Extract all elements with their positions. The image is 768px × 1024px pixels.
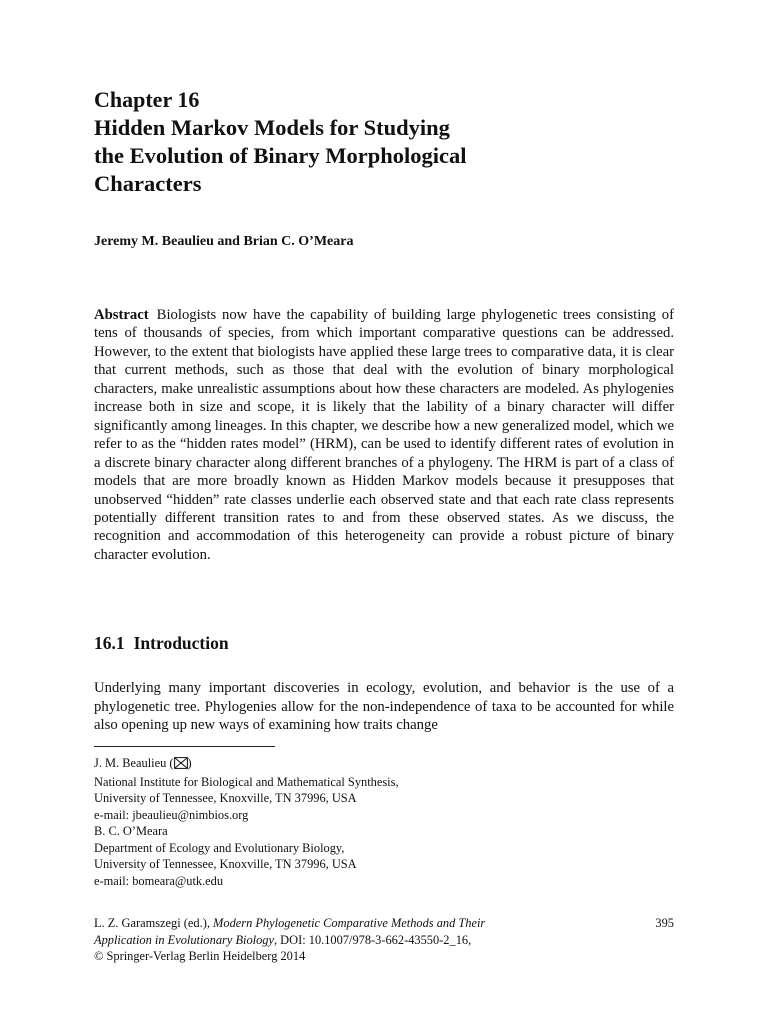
- citation-book-title: Application in Evolutionary Biology: [94, 932, 274, 947]
- chapter-title: [94, 114, 654, 198]
- affiliation-email: e-mail: bomeara@utk.edu: [94, 873, 224, 888]
- section-heading: [94, 632, 229, 654]
- chapter-title-line: the Evolution of Binary Morphological: [94, 143, 467, 168]
- abstract-text: Biologists now have the capability of building large phylogenetic trees consisting of tens of thousands of species, from which important comparative questions can be addressed. However, to the extent that biologists have applied these large trees to comparative data, it is clear that current methods, such as those that deal with the evolution of binary morphological characters, make unrealistic assumptions about how these characters are modeled. As phylogenies increase both in size and scope, it is likely that the lability of a binary character will differ significantly among lineages. In this chapter, we describe how a new generalized model, which we refer to as the “hidden rates model” (HRM), can be used to identify different rates of evolution in a discrete binary character along different branches of a phylogeny. The HRM is part of a class of models that are more broadly known as Hidden Markov models because it presupposes that unobserved “hidden” rate classes underlie each observed state and that each rate class represents potentially different transition rates to and from these observed states. As we discuss, the recognition and accommodation of this heterogeneity can provide a robust picture of binary character evolution.: [94, 307, 674, 563]
- page-number: 395: [655, 916, 674, 930]
- citation-footer: [94, 915, 614, 965]
- affiliation-name: B. C. O’Meara: [94, 824, 168, 838]
- citation-line: [94, 932, 614, 949]
- affiliation-omeara: [94, 823, 357, 889]
- intro-paragraph: Underlying many important discoveries in ecology, evolution, and behavior is the use of a phylogenetic tree. Phylogenies allow for the non-independence of taxa to be accounted for while also opening up new ways of examining how traits change: [94, 680, 674, 733]
- citation-doi: , DOI: 10.1007/978-3-662-43550-2_16,: [273, 932, 472, 947]
- affiliation-name-suffix: ): [187, 756, 192, 770]
- envelope-icon[interactable]: [174, 757, 188, 774]
- chapter-authors: Jeremy M. Beaulieu and Brian C. O’Meara: [94, 234, 354, 249]
- affiliation-email: e-mail: jbeaulieu@nimbios.org: [94, 807, 249, 822]
- citation-book-title: Modern Phylogenetic Comparative Methods and Their: [213, 916, 486, 930]
- citation-line: [94, 915, 614, 932]
- book-page: [94, 0, 674, 1024]
- chapter-label: Chapter 16: [94, 87, 200, 112]
- affiliation-line: University of Tennessee, Knoxville, TN 37996, USA: [94, 791, 357, 805]
- affiliation-line: Department of Ecology and Evolutionary Biology,: [94, 840, 345, 855]
- abstract-label: Abstract: [94, 307, 149, 323]
- chapter-title-line: Characters: [94, 171, 202, 196]
- chapter-title-line: Hidden Markov Models for Studying: [94, 115, 450, 140]
- abstract: [94, 306, 674, 564]
- footnote-divider: [94, 746, 275, 747]
- section-number: 16.1: [94, 633, 125, 653]
- citation-copyright: © Springer-Verlag Berlin Heidelberg 2014: [94, 949, 306, 963]
- affiliation-line: University of Tennessee, Knoxville, TN 37996, USA: [94, 857, 357, 871]
- citation-editor: L. Z. Garamszegi (ed.),: [94, 916, 214, 930]
- affiliation-name-line: [94, 755, 399, 774]
- affiliation-line: National Institute for Biological and Mathematical Synthesis,: [94, 774, 399, 789]
- affiliation-beaulieu: [94, 755, 399, 823]
- affiliation-name: J. M. Beaulieu (: [94, 756, 174, 770]
- section-title: Introduction: [133, 633, 229, 653]
